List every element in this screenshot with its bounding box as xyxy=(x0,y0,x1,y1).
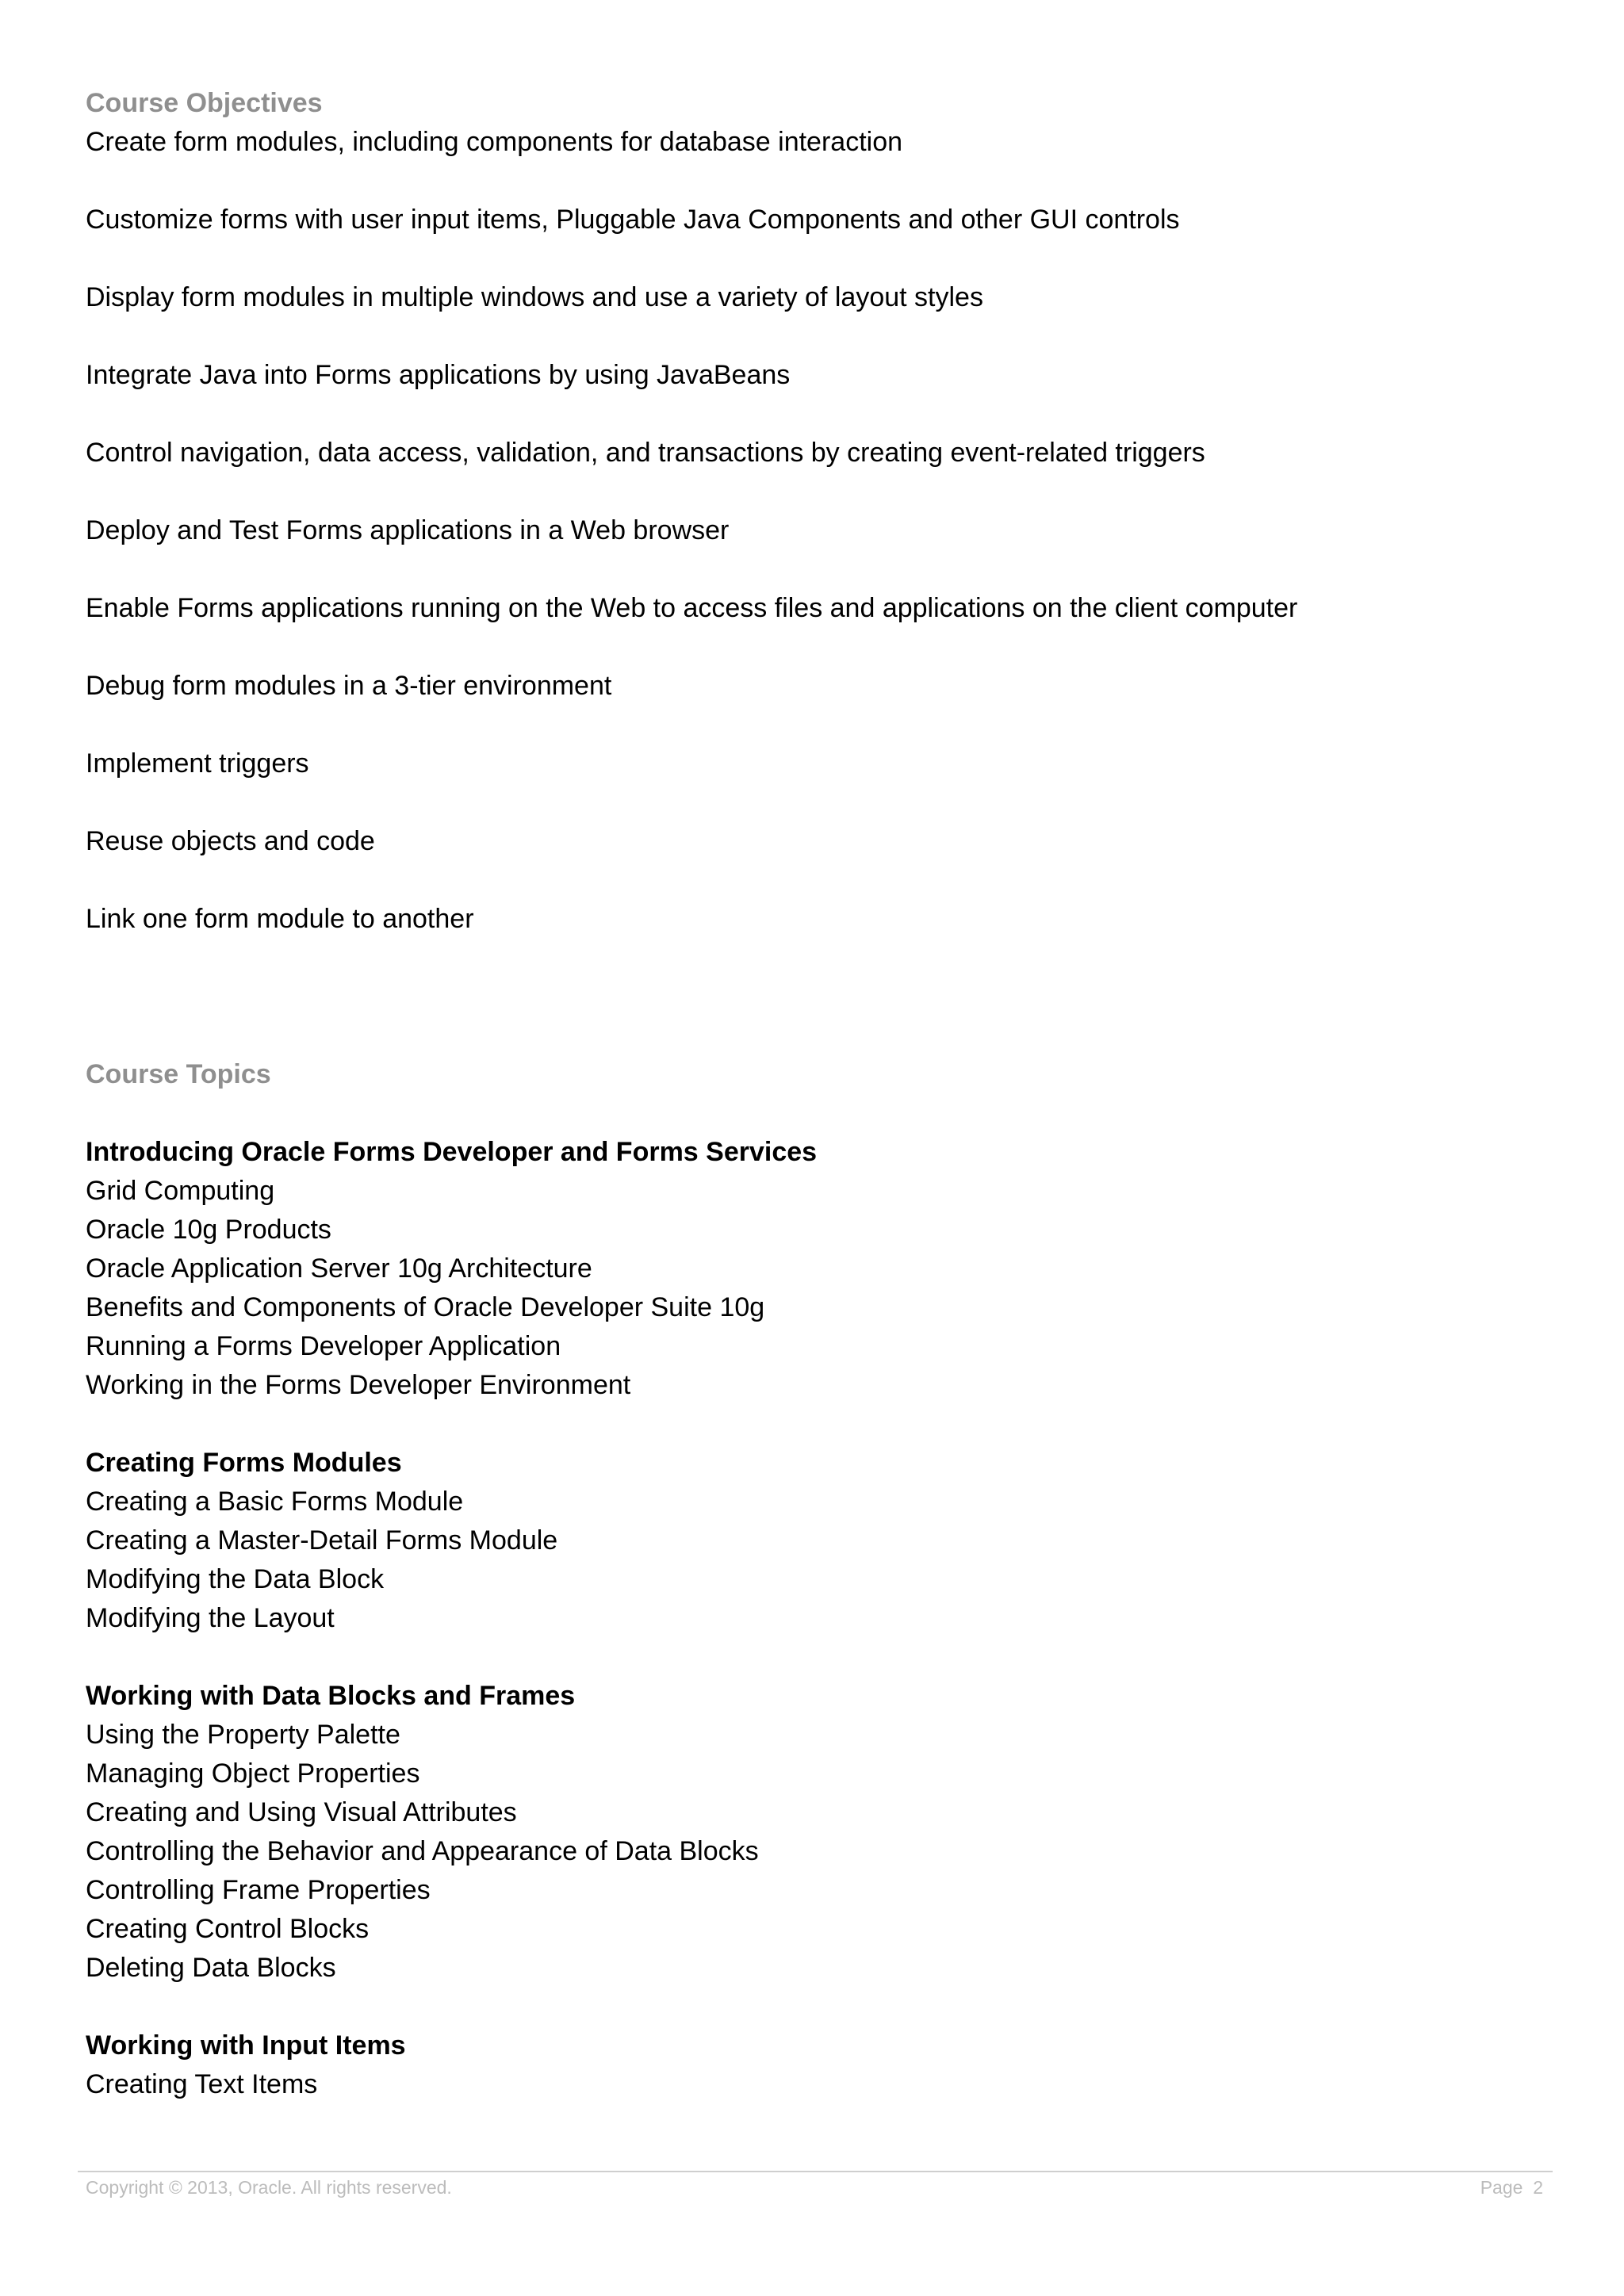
topics-heading: Course Topics xyxy=(86,1059,271,1089)
topic-group-title: Introducing Oracle Forms Developer and Forms Services xyxy=(86,1137,818,1167)
topic-item: Oracle Application Server 10g Architecture xyxy=(86,1253,592,1284)
topic-group xyxy=(86,1677,1537,1988)
page-footer xyxy=(78,2171,1553,2198)
objective-item: Control navigation, data access, validation, and transactions by creating event-related triggers xyxy=(86,438,1205,468)
topic-item: Managing Object Properties xyxy=(86,1758,420,1789)
document-body xyxy=(86,84,1537,2104)
objective-item: Link one form module to another xyxy=(86,904,474,934)
topic-group-title: Working with Input Items xyxy=(86,2030,406,2061)
topic-item: Creating a Basic Forms Module xyxy=(86,1487,464,1517)
topic-item: Controlling Frame Properties xyxy=(86,1875,431,1905)
topic-item: Using the Property Palette xyxy=(86,1720,400,1750)
objectives-list xyxy=(86,123,1537,939)
topic-item: Benefits and Components of Oracle Developer Suite 10g xyxy=(86,1292,765,1322)
page-number: Page 2 xyxy=(1480,2177,1543,2198)
topic-item: Deleting Data Blocks xyxy=(86,1953,336,1983)
copyright-notice: Copyright © 2013, Oracle. All rights reserved. xyxy=(86,2177,452,2198)
topic-item: Oracle 10g Products xyxy=(86,1215,331,1245)
topic-group xyxy=(86,1133,1537,1405)
topic-item: Modifying the Data Block xyxy=(86,1564,385,1594)
topic-group xyxy=(86,1444,1537,1638)
topics-section xyxy=(86,1055,1537,2104)
topic-group-title: Creating Forms Modules xyxy=(86,1448,402,1478)
objective-item: Customize forms with user input items, Pluggable Java Components and other GUI controls xyxy=(86,205,1180,235)
objectives-heading: Course Objectives xyxy=(86,88,323,118)
objective-item: Display form modules in multiple windows and use a variety of layout styles xyxy=(86,282,983,312)
objective-item: Implement triggers xyxy=(86,748,309,779)
topic-item: Controlling the Behavior and Appearance of Data Blocks xyxy=(86,1836,759,1866)
objective-item: Integrate Java into Forms applications by using JavaBeans xyxy=(86,360,791,390)
topic-item: Creating Control Blocks xyxy=(86,1914,370,1944)
topic-item: Working in the Forms Developer Environment xyxy=(86,1370,631,1400)
topic-group-title: Working with Data Blocks and Frames xyxy=(86,1681,576,1711)
topic-item: Modifying the Layout xyxy=(86,1603,335,1633)
objective-item: Debug form modules in a 3-tier environment xyxy=(86,671,612,701)
objective-item: Reuse objects and code xyxy=(86,826,375,856)
topic-item: Creating and Using Visual Attributes xyxy=(86,1797,517,1827)
topic-item: Creating a Master-Detail Forms Module xyxy=(86,1525,558,1556)
objective-item: Enable Forms applications running on the Web to access files and applications on the client computer xyxy=(86,593,1298,623)
objective-item: Create form modules, including components for database interaction xyxy=(86,127,903,157)
topic-item: Running a Forms Developer Application xyxy=(86,1331,561,1361)
topic-item: Creating Text Items xyxy=(86,2069,318,2099)
topic-item: Grid Computing xyxy=(86,1176,275,1206)
topic-group xyxy=(86,2026,1537,2104)
objective-item: Deploy and Test Forms applications in a Web browser xyxy=(86,515,730,545)
